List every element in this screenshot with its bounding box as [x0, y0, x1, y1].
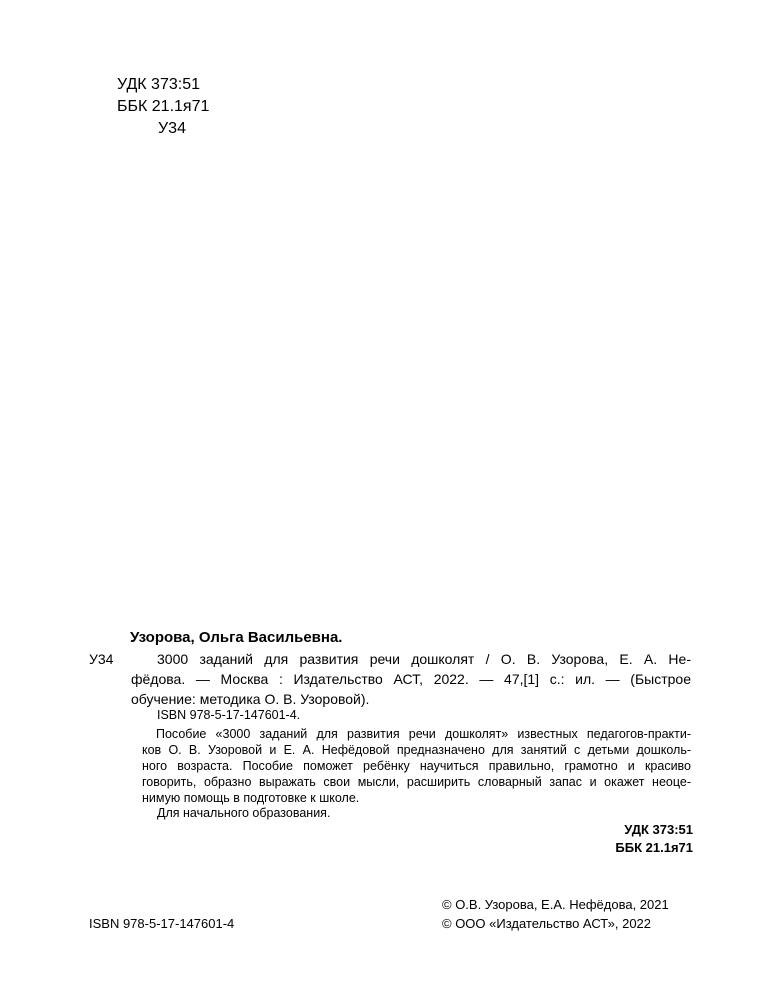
card-bbk-code: ББК 21.1я71: [615, 840, 693, 855]
card-description-line: 3000 заданий для развития речи дошколят / О. В. Узорова, Е. А. Не-: [157, 651, 691, 667]
annotation-line: Пособие «3000 заданий для развития речи дошколят» известных педагогов-практи-: [156, 727, 691, 741]
card-udk-code: УДК 373:51: [624, 822, 693, 837]
author-mark-top: У34: [158, 120, 186, 137]
card-description-line: обучение: методика О. В. Узоровой).: [131, 691, 370, 707]
bbk-code-top: ББК 21.1я71: [117, 98, 210, 115]
annotation-line: говорить, образно выражать свои мысли, расширить словарный запас и окажет неоце-: [142, 775, 691, 789]
copyright-authors: © О.В. Узорова, Е.А. Нефёдова, 2021: [442, 897, 669, 912]
annotation-line: нимую помощь в подготовке к школе.: [142, 791, 360, 805]
copyright-publisher: © ООО «Издательство АСТ», 2022: [442, 916, 652, 931]
annotation-line: ков О. В. Узоровой и Е. А. Нефёдовой предназначено для занятий с детьми дошколь-: [142, 743, 691, 757]
card-annotation: [142, 726, 691, 806]
card-description: [131, 649, 691, 709]
card-isbn: ISBN 978-5-17-147601-4.: [157, 708, 301, 722]
card-author: Узорова, Ольга Васильевна.: [130, 629, 343, 646]
card-author-mark: У34: [89, 651, 114, 667]
footer-isbn: ISBN 978-5-17-147601-4: [89, 916, 235, 931]
annotation-line: ного возраста. Пособие поможет ребёнку научиться правильно, грамотно и красиво: [142, 759, 691, 773]
udk-code-top: УДК 373:51: [117, 76, 200, 93]
card-audience: Для начального образования.: [157, 806, 331, 820]
card-description-line: фёдова. — Москва : Издательство АСТ, 2022. — 47,[1] с.: ил. — (Быстрое: [131, 671, 691, 687]
